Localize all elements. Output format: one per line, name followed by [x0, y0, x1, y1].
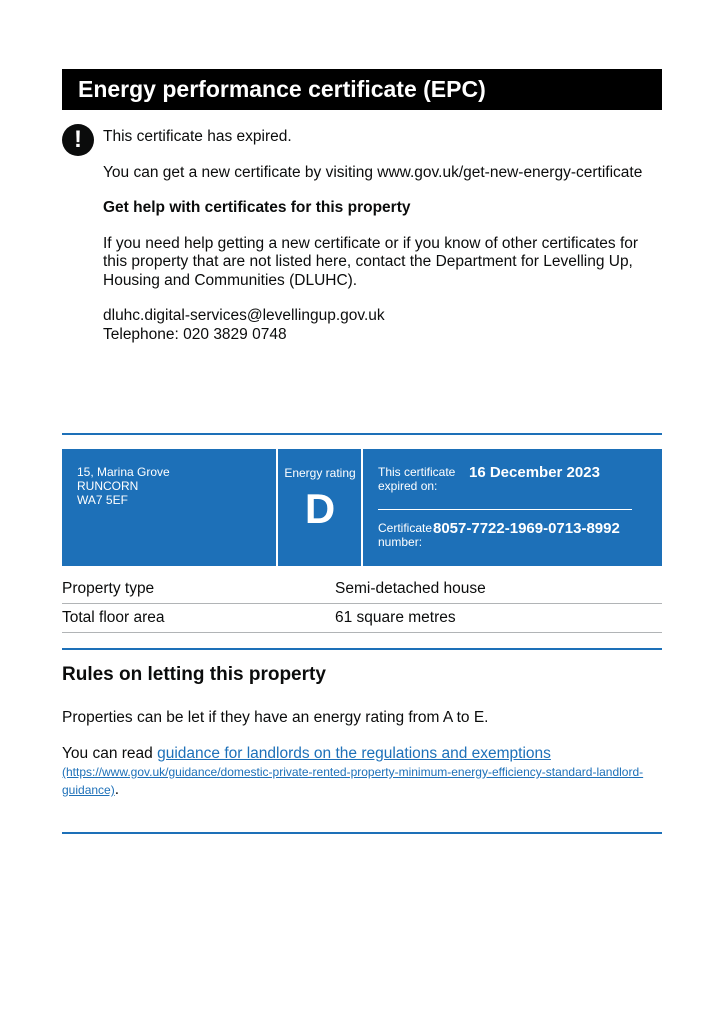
table-row	[62, 604, 662, 633]
page-title: Energy performance certificate (EPC)	[62, 69, 662, 110]
divider	[62, 832, 662, 834]
property-address	[77, 465, 170, 507]
property-details-table	[62, 575, 662, 633]
help-text: If you need help getting a new certificate or if you know of other certificates for this property that are not listed here, contact the Department for Levelling Up, Housing and Communities (DLUHC).	[103, 234, 639, 289]
certificate-number-label: Certificate number:	[378, 521, 433, 549]
floor-area-label: Total floor area	[62, 609, 165, 626]
expiry-label: This certificate expired on:	[378, 465, 456, 493]
certificate-number: 8057-7722-1969-0713-8992	[433, 520, 620, 537]
rules-text: Properties can be let if they have an energy rating from A to E.	[62, 709, 489, 726]
divider	[62, 648, 662, 650]
guidance-link[interactable]: guidance for landlords on the regulations and exemptions (https://www.gov.uk/guidance/domestic-private-rented-property-minimum-energy-efficiency-standard-landlord-guidance)	[62, 745, 644, 797]
divider	[62, 433, 662, 435]
box-separator	[378, 509, 632, 510]
guidance-suffix: .	[114, 781, 120, 798]
guidance-prefix: You can read	[62, 745, 158, 762]
rules-heading: Rules on letting this property	[62, 664, 326, 685]
certificate-summary-box	[62, 449, 662, 566]
box-divider	[361, 449, 363, 566]
property-type-value: Semi-detached house	[335, 580, 486, 597]
property-type-label: Property type	[62, 580, 155, 597]
energy-rating-label: Energy rating	[284, 466, 356, 480]
contact-email: dluhc.digital-services@levellingup.gov.uk	[103, 307, 385, 324]
floor-area-value: 61 square metres	[335, 609, 456, 626]
energy-rating-value: D	[304, 485, 336, 532]
address-line: RUNCORN	[77, 479, 139, 493]
address-line: WA7 5EF	[77, 493, 128, 507]
guidance-paragraph	[62, 745, 667, 799]
expiry-notice	[103, 128, 663, 344]
contact-telephone: Telephone: 020 3829 0748	[103, 325, 287, 343]
expired-text: This certificate has expired.	[103, 128, 292, 145]
expiry-date: 16 December 2023	[469, 464, 600, 481]
table-row	[62, 575, 662, 604]
guidance-link-url[interactable]: (https://www.gov.uk/guidance/domestic-private-rented-property-minimum-energy-efficiency-standard-landlord-guidance)	[62, 765, 644, 797]
exclamation-icon: !	[62, 124, 94, 156]
new-certificate-text: You can get a new certificate by visiting www.gov.uk/get-new-energy-certificate	[103, 163, 643, 181]
help-heading: Get help with certificates for this property	[103, 199, 411, 216]
address-line: 15, Marina Grove	[77, 465, 170, 479]
